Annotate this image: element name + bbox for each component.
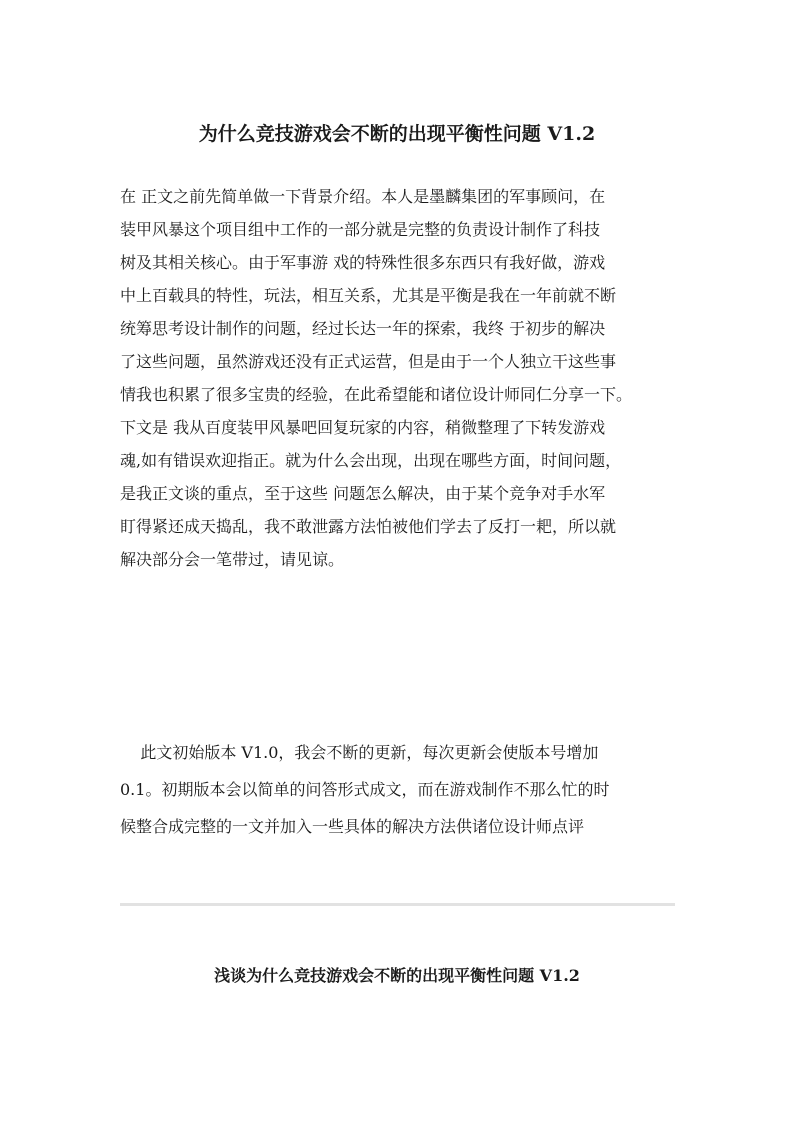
intro-line: 解决部分会一笔带过，请见谅。	[120, 550, 345, 569]
intro-line: 下文是 我从百度装甲风暴吧回复玩家的内容，稍微整理了下转发游戏	[120, 418, 606, 437]
version-line: 候整合成完整的一文并加入一些具体的解决方法供诸位设计师点评	[120, 817, 585, 836]
version-paragraph	[120, 734, 680, 845]
intro-line: 在 正文之前先简单做一下背景介绍。本人是墨麟集团的军事顾问，在	[120, 187, 606, 206]
intro-line: 魂,如有错误欢迎指正。就为什么会出现，出现在哪些方面，时间问题，	[120, 451, 622, 470]
version-line: 0.1。初期版本会以简单的问答形式成文，而在游戏制作不那么忙的时	[120, 780, 610, 799]
section-divider	[120, 903, 675, 906]
intro-line: 树及其相关核心。由于军事游 戏的特殊性很多东西只有我好做，游戏	[120, 253, 606, 272]
intro-line: 情我也积累了很多宝贵的经验，在此希望能和诸位设计师同仁分享一下。	[120, 385, 633, 404]
intro-line: 是我正文谈的重点，至于这些 问题怎么解决，由于某个竞争对手水军	[120, 484, 606, 503]
version-line: 此文初始版本 V1.0，我会不断的更新，每次更新会使版本号增加	[120, 743, 599, 762]
intro-line: 盯得紧还成天捣乱，我不敢泄露方法怕被他们学去了反打一耙，所以就	[120, 517, 617, 536]
intro-line: 统筹思考设计制作的问题，经过长达一年的探索，我终 于初步的解决	[120, 319, 606, 338]
intro-line: 了这些问题，虽然游戏还没有正式运营，但是由于一个人独立干这些事	[120, 352, 617, 371]
intro-paragraph	[120, 180, 680, 576]
section-title: 浅谈为什么竞技游戏会不断的出现平衡性问题 V1.2	[214, 966, 580, 985]
intro-line: 中上百载具的特性，玩法，相互关系，尤其是平衡是我在一年前就不断	[120, 286, 617, 305]
intro-line: 装甲风暴这个项目组中工作的一部分就是完整的负责设计制作了科技	[120, 220, 601, 239]
page-title: 为什么竞技游戏会不断的出现平衡性问题 V1.2	[198, 123, 596, 145]
